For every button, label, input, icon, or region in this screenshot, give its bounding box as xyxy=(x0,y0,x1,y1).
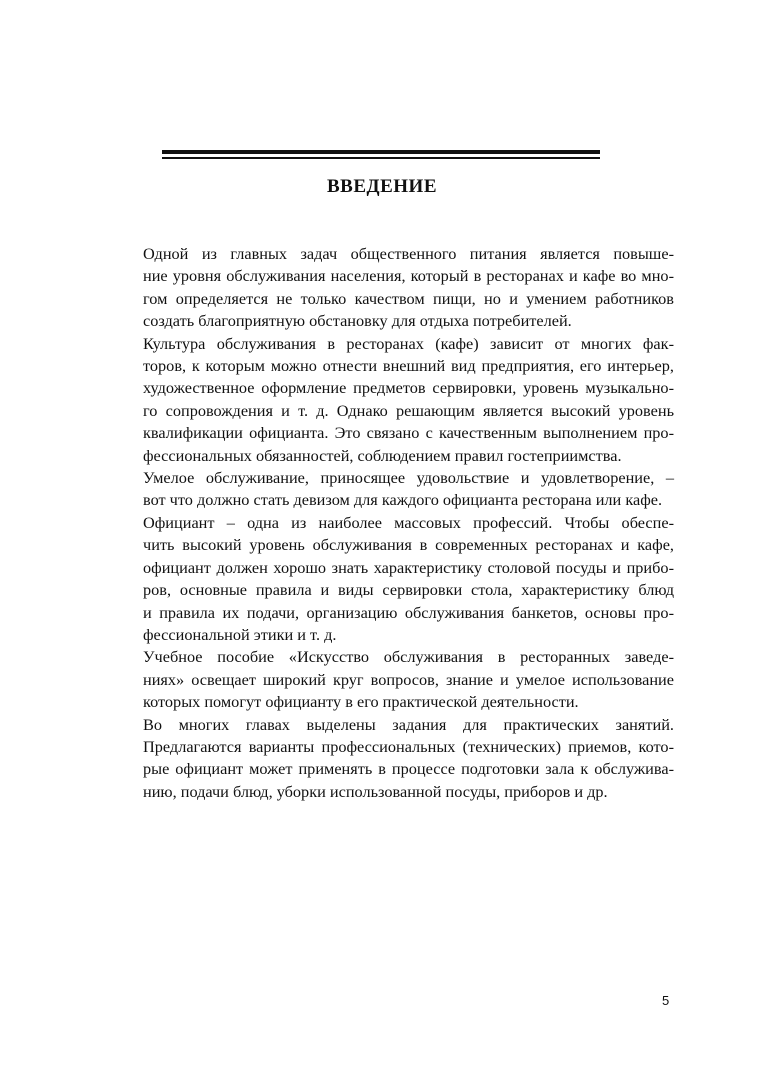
text-line: квалификации официанта. Это связано с качественным выполнением про- xyxy=(143,423,674,443)
header-rule-thin xyxy=(162,157,600,159)
page-number: 5 xyxy=(662,993,670,1008)
text-line: Официант – одна из наиболее массовых профессий. Чтобы обеспе- xyxy=(143,512,674,532)
text-line: вот что должно стать девизом для каждого официанта ресторана или кафе. xyxy=(143,490,663,510)
paragraph xyxy=(101,467,674,512)
text-line: которых помогут официанту в его практической деятельности. xyxy=(143,692,579,712)
text-line: нию, подачи блюд, уборки использованной посуды, приборов и др. xyxy=(143,781,608,801)
text-line: го сопровождения и т. д. Однако решающим является высокий уровень xyxy=(143,400,674,420)
paragraph xyxy=(101,333,674,467)
text-line: Предлагаются варианты профессиональных (технических) приемов, кото- xyxy=(143,736,674,756)
paragraph xyxy=(101,243,674,333)
text-line: ние уровня обслуживания населения, который в ресторанах и кафе во мно- xyxy=(143,266,674,286)
text-line: фессиональной этики и т. д. xyxy=(143,624,337,644)
paragraph xyxy=(101,512,674,646)
text-line: Культура обслуживания в ресторанах (кафе) зависит от многих фак- xyxy=(143,333,674,353)
text-line: Умелое обслуживание, приносящее удовольствие и удовлетворение, – xyxy=(143,468,674,488)
page-title: ВВЕДЕНИЕ xyxy=(327,176,437,197)
text-line: Одной из главных задач общественного питания является повыше- xyxy=(143,244,674,263)
text-line: Во многих главах выделены задания для практических занятий. xyxy=(143,714,674,734)
text-line: гом определяется не только качеством пищи, но и умением работников xyxy=(143,288,674,308)
text-line: и правила их подачи, организацию обслуживания банкетов, основы про- xyxy=(143,602,674,622)
text-line: Учебное пособие «Искусство обслуживания в ресторанных заведе- xyxy=(143,647,674,667)
text-line: создать благоприятную обстановку для отдыха потребителей. xyxy=(143,311,572,331)
paragraph xyxy=(101,714,674,804)
text-line: чить высокий уровень обслуживания в современных ресторанах и кафе, xyxy=(143,535,674,555)
text-line: художественное оформление предметов сервировки, уровень музыкально- xyxy=(143,378,674,398)
paragraph xyxy=(101,646,674,713)
text-line: рые официант может применять в процессе подготовки зала к обслужива- xyxy=(143,759,674,779)
text-line: торов, к которым можно отнести внешний вид предприятия, его интерьер, xyxy=(143,356,674,376)
body-text xyxy=(101,243,674,803)
header-rule-thick xyxy=(162,150,600,154)
text-line: официант должен хорошо знать характеристику столовой посуды и прибо- xyxy=(143,557,674,577)
text-line: ров, основные правила и виды сервировки стола, характеристику блюд xyxy=(143,580,674,600)
text-line: ниях» освещает широкий круг вопросов, знание и умелое использование xyxy=(143,669,674,689)
text-line: фессиональных обязанностей, соблюдением правил гостеприимства. xyxy=(143,445,622,465)
